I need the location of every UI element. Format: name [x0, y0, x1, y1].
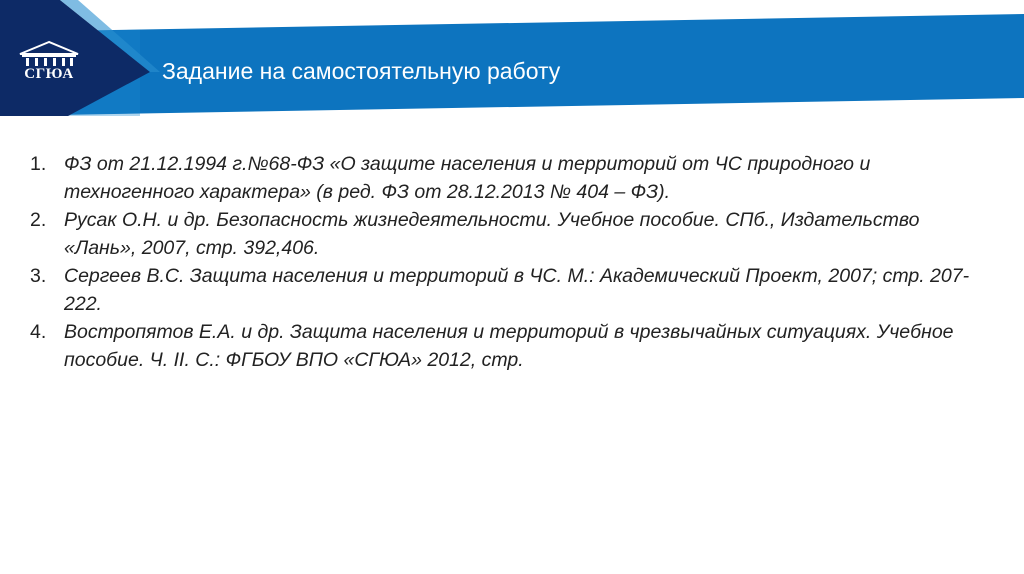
reference-text: ФЗ от 21.12.1994 г.№68-ФЗ «О защите населения и территорий от ЧС природного и техногенного характера» (в ред. ФЗ от 28.12.2013 № 404 – ФЗ). [64, 153, 871, 203]
references-list [30, 150, 990, 374]
reference-item [30, 150, 990, 206]
slide-header [0, 0, 1024, 116]
reference-text: Востропятов Е.А. и др. Защита населения и территорий в чрезвычайных ситуациях. Учебное пособие. Ч. II. С.: ФГБОУ ВПО «СГЮА» 2012, стр. [64, 321, 954, 371]
reference-number: 4. [30, 321, 47, 343]
reference-number: 1. [30, 153, 47, 175]
references-content [30, 150, 990, 374]
reference-item [30, 262, 990, 318]
university-logo [14, 40, 84, 92]
reference-item [30, 206, 990, 262]
slide-title: Задание на самостоятельную работу [162, 58, 561, 84]
logo-text: СГЮА [24, 66, 74, 82]
reference-number: 3. [30, 265, 47, 287]
reference-number: 2. [30, 209, 47, 231]
reference-item [30, 318, 990, 374]
reference-text: Сергеев В.С. Защита населения и территорий в ЧС. М.: Академический Проект, 2007; стр. 207-222. [64, 265, 970, 315]
reference-text: Русак О.Н. и др. Безопасность жизнедеятельности. Учебное пособие. СПб., Издательство «Лань», 2007, стр. 392,406. [64, 209, 920, 259]
